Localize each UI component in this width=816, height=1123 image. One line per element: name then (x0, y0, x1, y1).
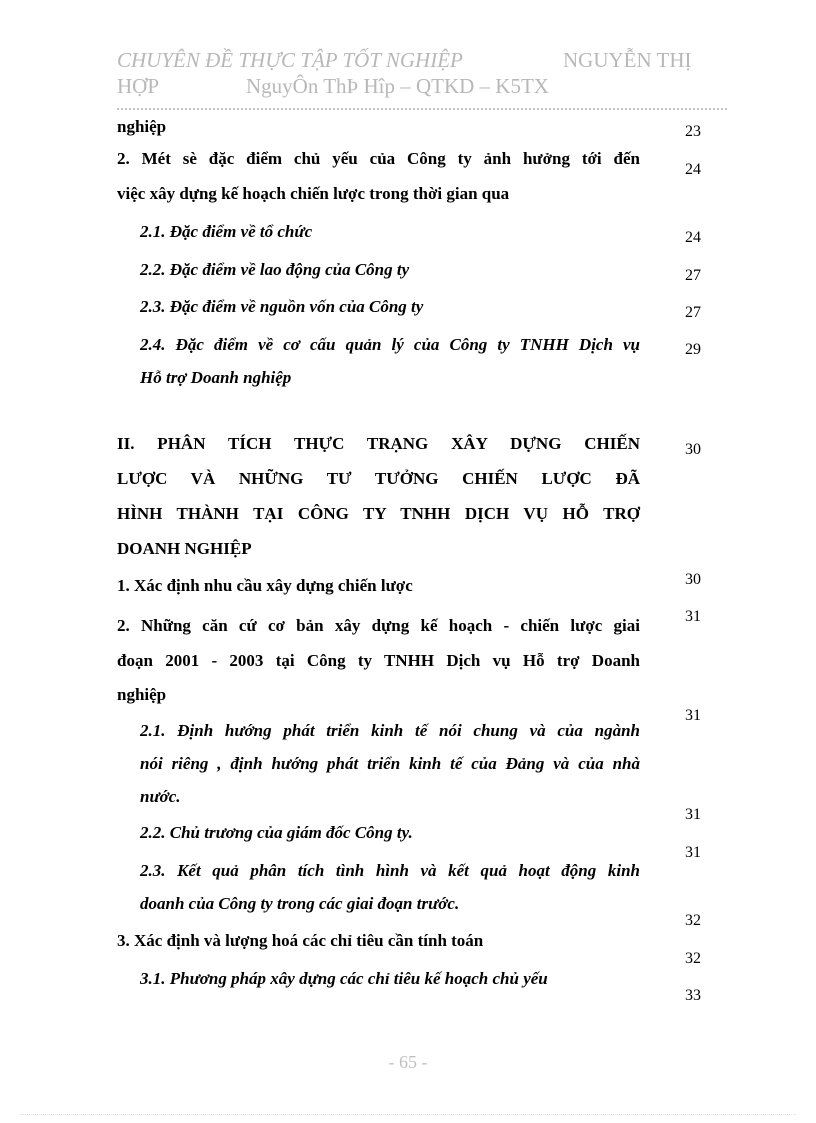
page-number: 31 (685, 844, 701, 861)
page-number: 29 (685, 341, 701, 358)
toc-line: nghiệp (117, 685, 167, 704)
page-number: 31 (685, 806, 701, 823)
toc-line: nước. (140, 787, 181, 806)
toc-line: 2.2. Đặc điểm về lao động của Công ty (140, 260, 410, 279)
page-number: 24 (685, 161, 701, 178)
running-header-line1 (117, 48, 463, 73)
page-number: 31 (685, 707, 701, 724)
page-footer-number: - 65 - (388, 1052, 428, 1072)
toc-line: 2. Mét sè đặc điểm chủ yếu của Công ty ảnh hưởng tới đến (117, 149, 640, 168)
page-number: 32 (685, 912, 701, 929)
toc-line: 3.1. Phương pháp xây dựng các chỉ tiêu kế hoạch chủ yếu (140, 969, 548, 988)
toc-line: việc xây dựng kế hoạch chiến lược trong thời gian qua (117, 184, 510, 203)
header-title: CHUYÊN ĐỀ THỰC TẬP TỐT NGHIỆP (117, 48, 463, 72)
toc-line: Hỗ trợ Doanh nghiệp (140, 368, 292, 387)
page-number: 33 (685, 987, 701, 1004)
page-number: 32 (685, 950, 701, 967)
page-number: 30 (685, 571, 701, 588)
page-number: 30 (685, 441, 701, 458)
page-number: 31 (685, 608, 701, 625)
page-number: 23 (685, 123, 701, 140)
toc-line: 2.3. Đặc điểm về nguồn vốn của Công ty (140, 297, 424, 316)
page-number: 27 (685, 304, 701, 321)
toc-line: 2. Những căn cứ cơ bản xây dựng kế hoạch - chiến lược giai (117, 616, 640, 635)
toc-line: nói riêng , định hướng phát triển kinh tế của Đảng và của nhà (140, 754, 640, 773)
header-divider (117, 108, 727, 110)
toc-line: 1. Xác định nhu cầu xây dựng chiến lược (117, 576, 413, 595)
toc-line: doanh của Công ty trong các giai đoạn trước. (140, 894, 460, 913)
toc-line: LƯỢC VÀ NHỮNG TƯ TƯỞNG CHIẾN LƯỢC ĐÃ (117, 469, 640, 488)
toc-line: đoạn 2001 - 2003 tại Công ty TNHH Dịch vụ Hỗ trợ Doanh (117, 651, 640, 670)
toc-line: 2.4. Đặc điểm về cơ cấu quản lý của Công ty TNHH Dịch vụ (140, 335, 640, 354)
header-author: NGUYỄN THỊ (563, 48, 692, 72)
toc-line: 3. Xác định và lượng hoá các chỉ tiêu cần tính toán (117, 931, 484, 950)
header-author-cont: HỢP (117, 74, 160, 98)
toc-line: 2.3. Kết quả phân tích tình hình và kết quả hoạt động kinh (140, 861, 640, 880)
page-number: 27 (685, 267, 701, 284)
toc-line: HÌNH THÀNH TẠI CÔNG TY TNHH DỊCH VỤ HỖ TRỢ (117, 504, 640, 523)
toc-line: DOANH NGHIỆP (117, 539, 252, 558)
header-author-code: NguyÔn ThÞ Hîp – QTKD – K5TX (246, 74, 549, 98)
toc-line: II. PHÂN TÍCH THỰC TRẠNG XÂY DỰNG CHIẾN (117, 434, 640, 453)
toc-line: nghiệp (117, 117, 167, 136)
page-number: 24 (685, 229, 701, 246)
toc-line: 2.1. Định hướng phát triển kinh tế nói chung và của ngành (140, 721, 640, 740)
toc-line: 2.2. Chủ trương của giám đốc Công ty. (140, 823, 413, 842)
toc-line: 2.1. Đặc điểm về tổ chức (140, 222, 313, 241)
footer-divider (20, 1114, 796, 1115)
